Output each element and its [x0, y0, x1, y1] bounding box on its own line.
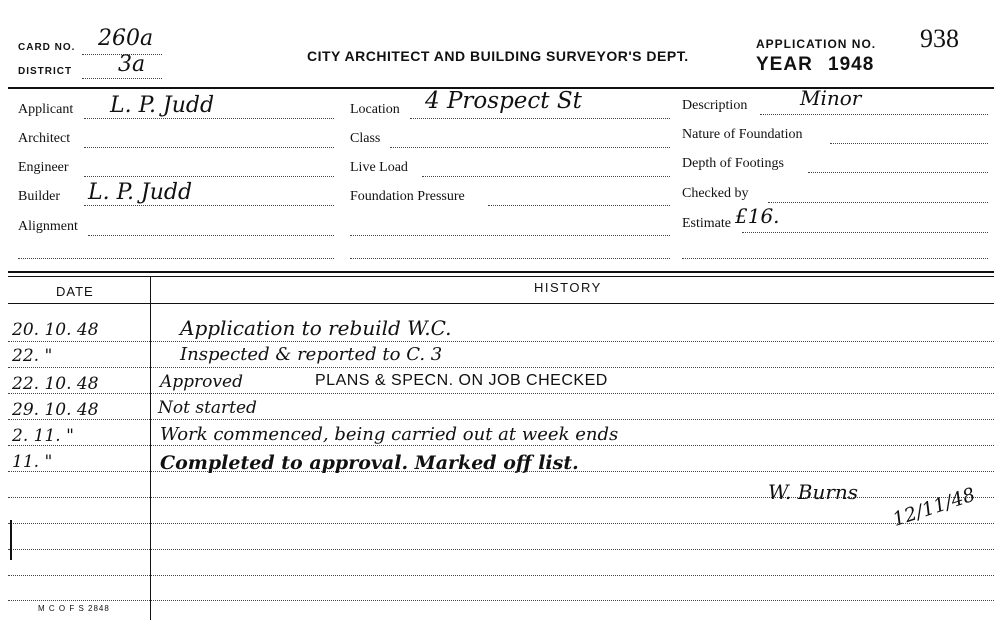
row-history: Application to rebuild W.C.	[180, 316, 452, 340]
applicant-label: Applicant	[18, 102, 74, 117]
district-label: DISTRICT	[18, 66, 73, 77]
history-top-rule	[8, 271, 994, 273]
engineer-label: Engineer	[18, 160, 69, 175]
depth-of-footings-underline	[808, 172, 988, 173]
nature-of-foundation-label: Nature of Foundation	[682, 127, 803, 142]
row-history: Approved	[160, 372, 243, 392]
applicant-value: L. P. Judd	[110, 93, 215, 118]
dept-title: CITY ARCHITECT AND BUILDING SURVEYOR'S DEPT.	[307, 48, 689, 64]
builder-label: Builder	[18, 189, 60, 204]
district-value: 3a	[118, 52, 146, 77]
depth-of-footings-label: Depth of Footings	[682, 156, 784, 171]
history-line-9	[8, 549, 994, 550]
class-label: Class	[350, 131, 381, 146]
row-date: 2. 11. "	[12, 426, 74, 446]
history-line-2	[8, 367, 994, 368]
applicant-underline	[84, 118, 334, 119]
district-underline	[82, 78, 162, 79]
checked-stamp: PLANS & SPECN. ON JOB CHECKED	[315, 372, 608, 389]
builder-value: L. P. Judd	[88, 180, 193, 205]
row-date: 20. 10. 48	[12, 320, 99, 340]
alignment-underline	[88, 235, 334, 236]
application-no-label: APPLICATION NO.	[756, 37, 877, 51]
date-column-header: DATE	[56, 284, 94, 299]
history-header-rule	[8, 303, 994, 304]
history-top-rule-inner	[8, 276, 994, 277]
card-no-value: 260a	[98, 26, 154, 51]
history-column-header: HISTORY	[534, 280, 602, 295]
row-date: 22. "	[12, 346, 53, 366]
location-label: Location	[350, 102, 400, 117]
history-line-11	[8, 600, 994, 601]
description-value: Minor	[800, 86, 862, 110]
alignment-label: Alignment	[18, 219, 78, 234]
signature: W. Burns	[768, 480, 859, 504]
history-line-4	[8, 419, 994, 420]
year-label: YEAR	[756, 54, 813, 75]
location-value: 4 Prospect St	[425, 88, 582, 114]
builder-underline	[84, 205, 334, 206]
history-line-1	[8, 341, 994, 342]
column1-extra-line	[18, 258, 334, 259]
estimate-underline	[742, 232, 988, 233]
class-underline	[390, 147, 670, 148]
row-history: Completed to approval. Marked off list.	[160, 452, 579, 474]
row-history: Inspected & reported to C. 3	[180, 344, 443, 365]
architect-underline	[84, 147, 334, 148]
margin-mark	[10, 520, 12, 560]
card-no-label: CARD NO.	[18, 42, 76, 53]
foundation-pressure-label: Foundation Pressure	[350, 189, 465, 204]
location-underline	[410, 118, 670, 119]
signature-date: 12/11/48	[890, 483, 978, 531]
estimate-value: £16.	[735, 204, 780, 228]
history-line-8	[8, 523, 994, 524]
history-line-5	[8, 445, 994, 446]
live-load-underline	[422, 176, 670, 177]
description-underline	[760, 114, 988, 115]
history-line-3	[8, 393, 994, 394]
description-label: Description	[682, 98, 748, 113]
history-line-10	[8, 575, 994, 576]
column2-extra-line-1	[350, 235, 670, 236]
estimate-label: Estimate	[682, 216, 731, 231]
row-history: Not started	[158, 398, 257, 418]
row-date: 11. "	[12, 452, 53, 472]
checked-by-label: Checked by	[682, 186, 749, 201]
history-column-divider	[150, 276, 151, 620]
live-load-label: Live Load	[350, 160, 408, 175]
year-value: 1948	[828, 54, 875, 75]
checked-by-underline	[768, 202, 988, 203]
row-history: Work commenced, being carried out at week ends	[160, 424, 619, 445]
architect-label: Architect	[18, 131, 71, 146]
row-date: 22. 10. 48	[12, 374, 99, 394]
application-no-value: 938	[920, 24, 959, 53]
form-code: M C O F S 2848	[38, 604, 110, 613]
nature-of-foundation-underline	[830, 143, 988, 144]
engineer-underline	[84, 176, 334, 177]
foundation-pressure-underline	[488, 205, 670, 206]
row-date: 29. 10. 48	[12, 400, 99, 420]
column2-extra-line-2	[350, 258, 670, 259]
column3-extra-line	[682, 258, 988, 259]
